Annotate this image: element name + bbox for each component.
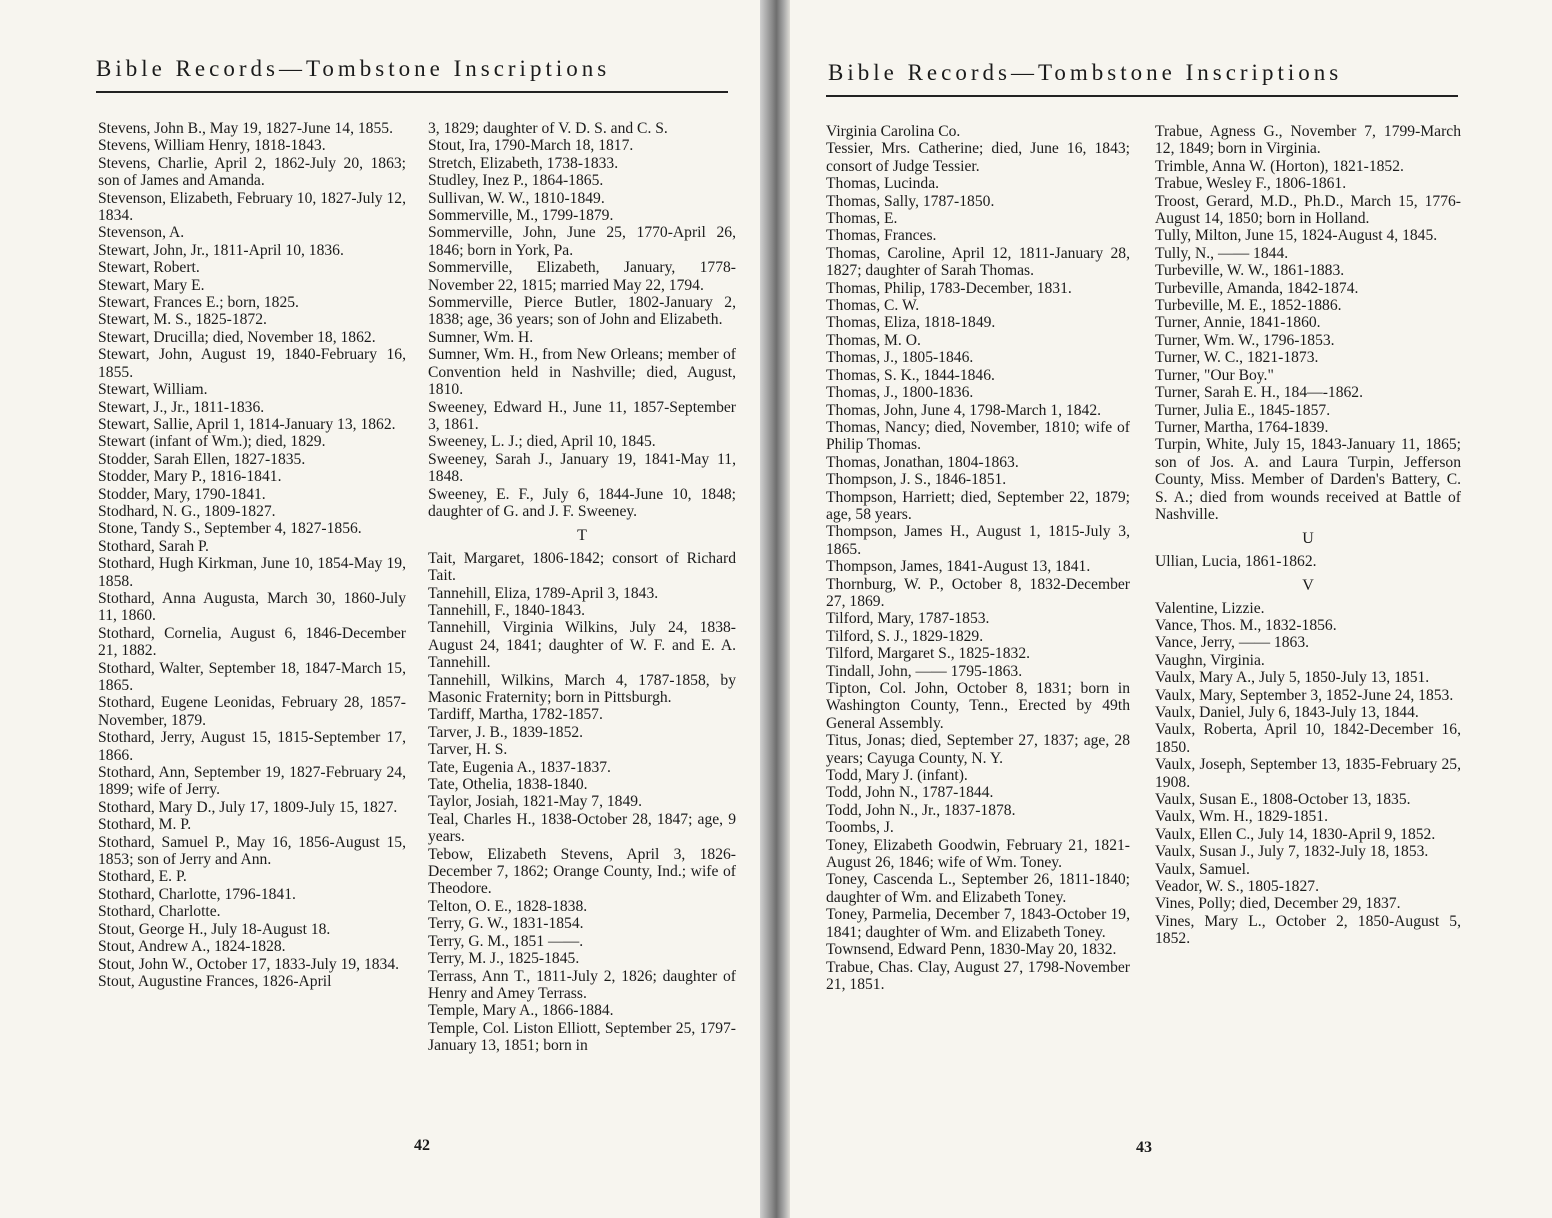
record-entry: Tarver, J. B., 1839-1852. [428, 723, 584, 741]
record-entry: Stodhard, N. G., 1809-1827. [98, 502, 276, 520]
record-entry: Stothard, Walter, September 18, 1847-March 15, 1865. [98, 659, 406, 694]
record-entry: Stevens, William Henry, 1818-1843. [98, 137, 326, 155]
header-rule [96, 91, 728, 93]
record-entry: Thomas, Jonathan, 1804-1863. [826, 453, 1019, 471]
record-entry: Terry, G. W., 1831-1854. [428, 915, 584, 933]
record-entry: Veador, W. S., 1805-1827. [1155, 878, 1319, 896]
record-entry: Titus, Jonas; died, September 27, 1837; age, 28 years; Cayuga County, N. Y. [826, 732, 1130, 767]
record-entry: Thomas, John, June 4, 1798-March 1, 1842. [826, 401, 1102, 419]
record-entry: Temple, Mary A., 1866-1884. [428, 1002, 614, 1020]
record-entry: Thomas, Frances. [826, 227, 937, 245]
running-head: Bible Records—Tombstone Inscriptions [828, 60, 1343, 85]
record-entry: Stevenson, A. [98, 224, 185, 242]
record-entry: Tilford, Margaret S., 1825-1832. [826, 645, 1031, 663]
record-entry: Vaulx, Susan E., 1808-October 13, 1835. [1155, 791, 1411, 809]
record-entry: Stodder, Sarah Ellen, 1827-1835. [98, 450, 306, 468]
record-entry: Vaulx, Daniel, July 6, 1843-July 13, 1844. [1155, 704, 1419, 721]
record-entry: Tannehill, Virginia Wilkins, July 24, 1838-August 24, 1841; daughter of W. F. and E. A. Tannehill. [428, 619, 736, 672]
record-entry: Toney, Elizabeth Goodwin, February 21, 1821-August 26, 1846; wife of Wm. Toney. [826, 836, 1130, 872]
book-gutter [760, 0, 790, 1218]
record-entry: Tebow, Elizabeth Stevens, April 3, 1826-December 7, 1862; Orange County, Ind.; wife of Theodore. [428, 845, 736, 898]
record-entry: Sumner, Wm. H., from New Orleans; member of Convention held in Nashville; died, August, 1810. [428, 346, 736, 399]
record-entry: Stout, Andrew A., 1824-1828. [98, 938, 286, 956]
record-entry: Stewart, Robert. [98, 259, 200, 277]
record-entry: Stout, George H., July 18-August 18. [98, 920, 331, 938]
record-entry: Vines, Mary L., October 2, 1850-August 5, 1852. [1155, 912, 1461, 948]
record-entry: Vaulx, Mary A., July 5, 1850-July 13, 1851. [1155, 669, 1430, 687]
record-entry: Vines, Polly; died, December 29, 1837. [1155, 895, 1401, 913]
record-entry: Tessier, Mrs. Catherine; died, June 16, 1843; consort of Judge Tessier. [826, 140, 1130, 175]
record-entry: Thompson, Harriett; died, September 22, 1879; age, 58 years. [826, 488, 1130, 523]
section-letter: T [577, 527, 587, 545]
record-entry: Todd, John N., 1787-1844. [826, 784, 994, 802]
record-entry: Ullian, Lucia, 1861-1862. [1155, 552, 1317, 570]
record-entry: Tindall, John, —— 1795-1863. [826, 662, 1023, 680]
header-rule [826, 95, 1458, 97]
left-column-1 [98, 120, 406, 990]
record-entry: Tannehill, F., 1840-1843. [428, 601, 586, 619]
record-entry: Tardiff, Martha, 1782-1857. [428, 706, 603, 724]
record-entry: Stewart, Mary E. [98, 276, 205, 294]
record-entry: Stothard, Eugene Leonidas, February 28, 1857-November, 1879. [98, 694, 406, 729]
record-entry: Vaulx, Joseph, September 13, 1835-February 25, 1908. [1155, 756, 1461, 791]
record-entry: Thompson, James H., August 1, 1815-July 3, 1865. [826, 523, 1130, 558]
record-entry: Terrass, Ann T., 1811-July 2, 1826; daughter of Henry and Amey Terrass. [428, 967, 736, 1002]
record-entry: Stevenson, Elizabeth, February 10, 1827-July 12, 1834. [98, 189, 406, 225]
record-entry: Todd, Mary J. (infant). [826, 767, 968, 785]
record-entry: Troost, Gerard, M.D., Ph.D., March 15, 1776-August 14, 1850; born in Holland. [1155, 192, 1461, 228]
record-entry: Sommerville, M., 1799-1879. [428, 207, 614, 225]
right-page [790, 0, 1552, 1218]
record-entry: Thomas, Nancy; died, November, 1810; wife of Philip Thomas. [826, 418, 1130, 454]
record-entry: Todd, John N., Jr., 1837-1878. [826, 801, 1016, 819]
record-entry: Tully, Milton, June 15, 1824-August 4, 1845. [1155, 227, 1438, 245]
record-entry: Tannehill, Wilkins, March 4, 1787-1858, by Masonic Fraternity; born in Pittsburgh. [428, 671, 736, 706]
record-entry: Stothard, Charlotte, 1796-1841. [98, 885, 296, 903]
record-entry: Stothard, Mary D., July 17, 1809-July 15, 1827. [98, 798, 398, 816]
record-entry: Turner, Julia E., 1845-1857. [1155, 401, 1331, 419]
record-entry: Stewart, J., Jr., 1811-1836. [98, 398, 265, 416]
record-entry: Vance, Thos. M., 1832-1856. [1155, 616, 1337, 634]
record-entry: Stout, Ira, 1790-March 18, 1817. [428, 137, 634, 155]
record-entry: Thomas, S. K., 1844-1846. [826, 366, 995, 384]
record-entry: Vance, Jerry, —— 1863. [1155, 634, 1310, 652]
record-entry: Tipton, Col. John, October 8, 1831; born in Washington County, Tenn., Erected by 49th General Assembly. [826, 680, 1130, 732]
record-entry: Stothard, E. P. [98, 868, 187, 886]
record-entry: Tilford, S. J., 1829-1829. [826, 627, 984, 645]
record-entry: Stewart, M. S., 1825-1872. [98, 311, 267, 329]
record-entry: Stothard, Anna Augusta, March 30, 1860-July 11, 1860. [98, 589, 406, 625]
record-entry: Terry, G. M., 1851 ——. [428, 932, 584, 950]
record-entry: Stewart, Frances E.; born, 1825. [98, 294, 299, 312]
record-entry: Stothard, Cornelia, August 6, 1846-December 21, 1882. [98, 624, 406, 660]
record-entry: Terry, M. J., 1825-1845. [428, 950, 580, 968]
record-entry: Temple, Col. Liston Elliott, September 25, 1797-January 13, 1851; born in [428, 1019, 736, 1055]
record-entry: Thomas, Lucinda. [826, 175, 940, 193]
record-entry: Telton, O. E., 1828-1838. [428, 897, 588, 915]
record-entry: Virginia Carolina Co. [826, 123, 961, 140]
right-column-1 [826, 123, 1130, 993]
record-entry: Stothard, Samuel P., May 16, 1856-August 15, 1853; son of Jerry and Ann. [98, 833, 406, 869]
record-entry: Townsend, Edward Penn, 1830-May 20, 1832. [826, 941, 1117, 959]
record-entry: Turbeville, W. W., 1861-1883. [1155, 262, 1345, 280]
record-entry: Turpin, White, July 15, 1843-January 11, 1865; son of Jos. A. and Laura Turpin, Jefferson County, Miss. Member of Darden's Battery, C. S. A.; died from wounds received at Battle of Nashville. [1155, 436, 1461, 523]
record-entry: Sommerville, John, June 25, 1770-April 26, 1846; born in York, Pa. [428, 224, 736, 259]
record-entry: Stothard, Sarah P. [98, 537, 209, 555]
record-entry: Sommerville, Pierce Butler, 1802-January 2, 1838; age, 36 years; son of John and Elizabeth. [428, 294, 736, 329]
record-entry: Sumner, Wm. H. [428, 328, 534, 346]
record-entry: Teal, Charles H., 1838-October 28, 1847; age, 9 years. [428, 810, 736, 846]
record-entry: Thomas, E. [826, 210, 898, 228]
record-entry: Turbeville, M. E., 1852-1886. [1155, 297, 1342, 315]
record-entry: Thomas, Sally, 1787-1850. [826, 192, 995, 210]
record-entry: Stevens, Charlie, April 2, 1862-July 20, 1863; son of James and Amanda. [98, 154, 406, 190]
record-entry: Taylor, Josiah, 1821-May 7, 1849. [428, 793, 642, 811]
record-entry: Stothard, Jerry, August 15, 1815-September 17, 1866. [98, 729, 406, 764]
record-entry: Turner, W. C., 1821-1873. [1155, 349, 1319, 367]
page-number: 42 [414, 1137, 430, 1154]
record-entry: Thomas, Philip, 1783-December, 1831. [826, 279, 1072, 297]
record-entry: Trabue, Wesley F., 1806-1861. [1155, 175, 1347, 193]
record-entry: Vaulx, Roberta, April 10, 1842-December 16, 1850. [1155, 721, 1461, 756]
section-letter: V [1302, 577, 1314, 595]
record-entry: Stothard, Hugh Kirkman, June 10, 1854-May 19, 1858. [98, 555, 406, 590]
record-entry: Sullivan, W. W., 1810-1849. [428, 189, 605, 207]
record-entry: Vaughn, Virginia. [1155, 651, 1265, 669]
record-entry: Stevens, John B., May 19, 1827-June 14, 1855. [98, 120, 393, 137]
record-entry: Thomas, Eliza, 1818-1849. [826, 314, 996, 332]
record-entry: Thomas, Caroline, April 12, 1811-January 28, 1827; daughter of Sarah Thomas. [826, 244, 1130, 280]
record-entry: Turbeville, Amanda, 1842-1874. [1155, 279, 1359, 297]
record-entry: Thompson, J. S., 1846-1851. [826, 471, 1007, 489]
record-entry: Thomas, M. O. [826, 331, 921, 349]
running-head: Bible Records—Tombstone Inscriptions [96, 56, 611, 81]
record-entry: Stothard, M. P. [98, 816, 192, 834]
record-entry: Toombs, J. [826, 819, 894, 837]
record-entry: Turner, Annie, 1841-1860. [1155, 314, 1321, 332]
right-column-2 [1155, 123, 1461, 948]
page-number: 43 [1136, 1139, 1152, 1156]
record-entry: Stretch, Elizabeth, 1738-1833. [428, 154, 619, 172]
record-entry: Vaulx, Mary, September 3, 1852-June 24, 1853. [1155, 686, 1454, 704]
record-entry: Thomas, J., 1805-1846. [826, 349, 974, 367]
record-entry: Stewart (infant of Wm.); died, 1829. [98, 433, 326, 451]
record-entry: Sommerville, Elizabeth, January, 1778-November 22, 1815; married May 22, 1794. [428, 259, 736, 294]
record-entry: Vaulx, Wm. H., 1829-1851. [1155, 808, 1328, 826]
record-entry: Stone, Tandy S., September 4, 1827-1856. [98, 520, 362, 538]
record-entry: Stothard, Charlotte. [98, 903, 221, 921]
record-entry: Sweeney, Edward H., June 11, 1857-September 3, 1861. [428, 398, 736, 433]
record-entry: Tully, N., —— 1844. [1155, 244, 1289, 262]
record-entry: Turner, "Our Boy." [1155, 366, 1274, 384]
record-entry: Sweeney, Sarah J., January 19, 1841-May 11, 1848. [428, 450, 736, 486]
record-entry: Stodder, Mary, 1790-1841. [98, 485, 266, 503]
record-entry: Tarver, H. S. [428, 741, 508, 759]
record-entry: Stewart, William. [98, 381, 208, 399]
record-entry: Stout, Augustine Frances, 1826-April [98, 972, 332, 990]
record-entry: Tannehill, Eliza, 1789-April 3, 1843. [428, 584, 659, 602]
record-entry: Sweeney, L. J.; died, April 10, 1845. [428, 433, 656, 451]
record-entry: Turner, Martha, 1764-1839. [1155, 418, 1329, 436]
record-entry: Thornburg, W. P., October 8, 1832-December 27, 1869. [826, 575, 1130, 610]
record-entry: Tait, Margaret, 1806-1842; consort of Richard Tait. [428, 549, 736, 585]
record-entry: Tate, Eugenia A., 1837-1837. [428, 758, 611, 776]
record-entry: Trabue, Chas. Clay, August 27, 1798-November 21, 1851. [826, 958, 1130, 993]
record-entry: Stewart, Sallie, April 1, 1814-January 13, 1862. [98, 415, 396, 433]
record-entry: Vaulx, Samuel. [1155, 860, 1250, 878]
record-entry: Tilford, Mary, 1787-1853. [826, 610, 990, 628]
record-entry: Stodder, Mary P., 1816-1841. [98, 468, 282, 486]
record-entry: Stout, John W., October 17, 1833-July 19, 1834. [98, 955, 400, 973]
record-entry: Stewart, Drucilla; died, November 18, 1862. [98, 328, 376, 346]
record-entry: 3, 1829; daughter of V. D. S. and C. S. [428, 120, 668, 137]
record-entry: Trimble, Anna W. (Horton), 1821-1852. [1155, 157, 1404, 175]
record-entry: Valentine, Lizzie. [1155, 599, 1265, 617]
record-entry: Turner, Sarah E. H., 184—-1862. [1155, 384, 1363, 402]
record-entry: Turner, Wm. W., 1796-1853. [1155, 331, 1335, 349]
record-entry: Tate, Othelia, 1838-1840. [428, 776, 588, 794]
record-entry: Vaulx, Ellen C., July 14, 1830-April 9, 1852. [1155, 825, 1436, 843]
record-entry: Stewart, John, August 19, 1840-February 16, 1855. [98, 346, 406, 381]
record-entry: Vaulx, Susan J., July 7, 1832-July 18, 1853. [1155, 843, 1429, 861]
record-entry: Thompson, James, 1841-August 13, 1841. [826, 558, 1091, 576]
record-entry: Stothard, Ann, September 19, 1827-February 24, 1899; wife of Jerry. [98, 764, 406, 799]
record-entry: Toney, Parmelia, December 7, 1843-October 19, 1841; daughter of Wm. and Elizabeth Toney. [826, 906, 1130, 941]
record-entry: Thomas, C. W. [826, 297, 920, 315]
left-page [0, 0, 760, 1218]
record-entry: Toney, Cascenda L., September 26, 1811-1840; daughter of Wm. and Elizabeth Toney. [826, 871, 1130, 906]
section-letter: U [1302, 530, 1314, 548]
record-entry: Studley, Inez P., 1864-1865. [428, 172, 604, 190]
record-entry: Trabue, Agness G., November 7, 1799-March 12, 1849; born in Virginia. [1155, 123, 1461, 158]
left-column-2 [428, 120, 736, 1055]
record-entry: Thomas, J., 1800-1836. [826, 384, 974, 402]
record-entry: Stewart, John, Jr., 1811-April 10, 1836. [98, 241, 344, 259]
record-entry: Sweeney, E. F., July 6, 1844-June 10, 1848; daughter of G. and J. F. Sweeney. [428, 485, 736, 520]
